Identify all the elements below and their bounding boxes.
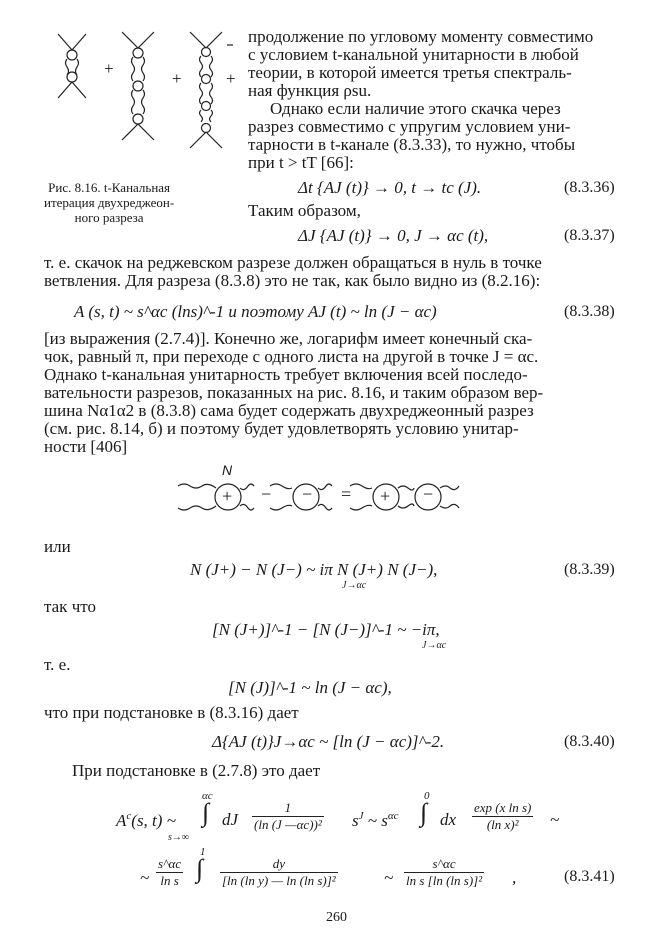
ie-text: т. е. (44, 655, 71, 674)
equation-log: [N (J)]^-1 ~ ln (J − αc), (228, 678, 392, 697)
text-line: ветвления. Для разреза (8.3.8) это не так, как было видно из (8.2.16): (44, 271, 541, 290)
text-line: чок, равный π, при переходе с одного листа на другой в точке J = αc. (44, 347, 539, 366)
text-line: ная функция ρsu. (248, 81, 372, 100)
substitution-text-2: При подстановке в (2.7.8) это дает (72, 761, 321, 780)
diagram-minus: − (261, 484, 272, 504)
thus-text: Таким образом, (248, 201, 361, 220)
figure-8-16-diagrams (50, 28, 250, 153)
text-line: Однако если наличие этого скачка через (270, 99, 561, 118)
equation-8-3-39: N (J+) − N (J−) ~ iπ N (J+) N (J−), (190, 560, 438, 579)
diagram-minus-2: − (302, 484, 313, 504)
eq41-int2-upper: 0 (424, 790, 430, 802)
equation-inverse-limit: J→αc (422, 640, 447, 651)
text-line: [из выражения (2.7.4)]. Конечно же, логарифм имеет конечный ска- (44, 329, 533, 348)
text-line: т. е. скачок на реджевском разрезе должен обращаться в нуль в точке (44, 253, 542, 272)
equation-8-3-39-limit: J→αc (342, 580, 367, 591)
second-paragraph (248, 100, 575, 172)
equation-number-8-3-37: (8.3.37) (564, 227, 615, 244)
eq41-int3-upper: 1 (200, 846, 206, 858)
so-that-text: так что (44, 597, 96, 616)
eq41-fraction-5: $\frac{s\^{}\alpha c}{\text{ln s [ln (ln s)]²}}$ (406, 856, 483, 888)
third-paragraph (44, 254, 542, 290)
equation-number-8-3-39: (8.3.39) (564, 561, 615, 578)
top-paragraph (248, 28, 593, 100)
equation-8-3-38: A (s, t) ~ s^αc (lns)^-1 и поэтому AJ (t) ~ ln (J − αc) (74, 302, 437, 321)
diagram-plus-1: + (222, 486, 233, 506)
eq41-fraction-4: $\frac{dy}{\text{[ln (ln y) — ln (ln s)]²}}$ (222, 856, 336, 888)
text-line: ности [406] (44, 437, 128, 456)
eq41-limit: s→∞ (168, 832, 190, 843)
eq41-int1-upper: αc (202, 790, 213, 802)
fourth-paragraph (44, 330, 543, 456)
eq41-fraction-2: $\frac{\text{exp (x ln s)}}{\text{(ln x)²}}$ (474, 800, 532, 832)
equation-number-8-3-40: (8.3.40) (564, 733, 615, 750)
equation-number-8-3-41: (8.3.41) (564, 868, 615, 885)
caption-line-2: итерация двухреджеон- (44, 195, 175, 210)
equation-number-8-3-36: (8.3.36) (564, 179, 615, 196)
equation-number-8-3-38: (8.3.38) (564, 303, 615, 320)
caption-line-3: ного разреза (74, 210, 144, 225)
diagram-minus-3: − (423, 484, 434, 504)
diagram-label-n: N (222, 462, 233, 478)
figure-plus-3: + (226, 69, 236, 88)
eq41-fraction-3: $\frac{s\^{}\alpha c}{\text{ln s}}$ (158, 856, 182, 888)
text-line: тарности в t-канале (8.3.33), то нужно, чтобы (248, 135, 576, 154)
text-line: шина Nα1α2 в (8.3.8) сама будет содержать двухреджеонный разрез (44, 401, 534, 420)
figure-caption (44, 180, 174, 225)
figure-plus-2: + (172, 69, 182, 88)
text-line: теории, в которой имеется третья спектраль- (248, 63, 572, 82)
text-line: разрез совместимо с упругим условием уни- (248, 117, 571, 136)
page-number: 260 (326, 910, 347, 925)
unitarity-diagram (176, 478, 461, 516)
equation-8-3-36: Δt {AJ (t)} → 0, t → tc (J). (298, 178, 482, 197)
figure-plus-1: + (104, 59, 114, 78)
substitution-text: что при подстановке в (8.3.16) дает (44, 703, 299, 722)
text-line: продолжение по угловому моменту совместимо (248, 27, 594, 46)
equation-8-3-37: ΔJ {AJ (t)} → 0, J → αc (t), (298, 226, 489, 245)
caption-line-1: Рис. 8.16. t-Канальная (48, 180, 171, 195)
text-line: Однако t-канальная унитарность требует включения всей последо- (44, 365, 528, 384)
equation-8-3-40: Δ{AJ (t)}J→αc ~ [ln (J − αc)]^-2. (212, 732, 445, 751)
diagram-plus-2: + (380, 486, 391, 506)
diagram-equals: = (341, 484, 352, 504)
eq41-fraction-1: $\frac{1}{\text{(ln (J —αc))²}}$ (254, 800, 322, 832)
text-line: вательности разрезов, показанных на рис. 8.16, и таким образом вер- (44, 383, 544, 402)
or-text: или (44, 537, 71, 556)
text-line: при t > tT [66]: (248, 153, 354, 172)
equation-inverse: [N (J+)]^-1 − [N (J−)]^-1 ~ −iπ, (212, 620, 440, 639)
text-line: с условием t-канальной унитарности в любой (248, 45, 579, 64)
text-line: (см. рис. 8.14, б) и поэтому будет удовлетворять условию унитар- (44, 419, 519, 438)
